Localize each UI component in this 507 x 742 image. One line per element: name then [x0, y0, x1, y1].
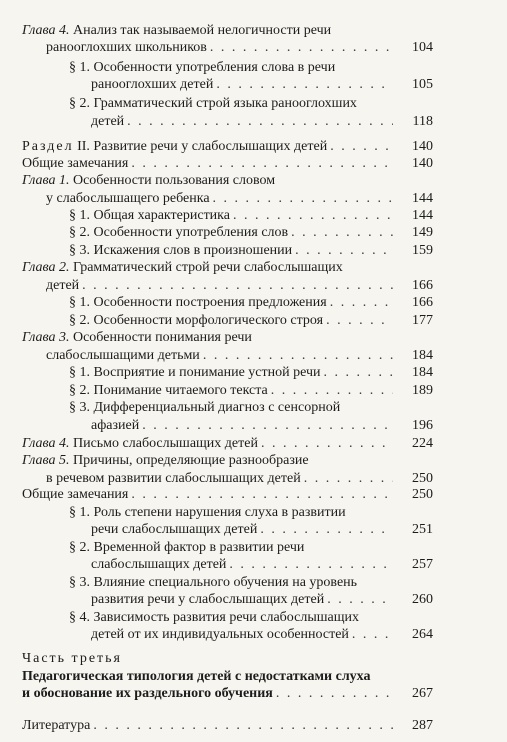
- toc-entry: [0, 171, 507, 191]
- toc-entry: [0, 590, 507, 610]
- toc-entry-text: детей: [46, 278, 80, 293]
- toc-entry: [0, 451, 507, 471]
- toc-entry-title: [69, 398, 340, 418]
- toc-entry: [0, 398, 507, 418]
- dot-leader: [93, 716, 393, 736]
- dot-leader: [352, 625, 393, 645]
- toc-entry: [0, 112, 507, 132]
- toc-entry-text: в речевом развитии слабослышащих детей: [46, 471, 301, 486]
- toc-entry: [0, 94, 507, 114]
- toc-entry-text: Грамматический строй речи слабослышащих: [69, 260, 343, 275]
- toc-entry-title: [22, 171, 275, 191]
- toc-entry-text: слабослышащими детьми: [46, 348, 200, 363]
- toc-page-number: 144: [412, 191, 433, 206]
- toc-entry-text: Литература: [22, 718, 91, 733]
- toc-entry-text: Глава 1.: [22, 173, 70, 188]
- toc-entry: [0, 38, 507, 58]
- toc-entry-text: Педагогическая типология детей с недостатками слуха: [22, 669, 371, 684]
- toc-entry-text: ранооглохших школьников: [46, 40, 207, 55]
- toc-entry-title: [22, 716, 393, 736]
- toc-page-number: 264: [412, 627, 433, 642]
- toc-entry: [0, 223, 507, 243]
- toc-entry-text: § 2. Грамматический строй языка ранооглохших: [69, 96, 357, 111]
- toc-entry-text: Общие замечания: [22, 487, 129, 502]
- toc-page-number: 250: [412, 487, 433, 502]
- toc-entry: [0, 363, 507, 383]
- toc-entry: [0, 649, 507, 669]
- toc-page-number: 257: [412, 557, 433, 572]
- toc-page-number: 140: [412, 139, 433, 154]
- toc-entry-text: Глава 4.: [22, 23, 70, 38]
- toc-entry-title: [69, 223, 393, 243]
- toc-entry-text: § 2. Особенности морфологического строя: [69, 313, 324, 328]
- toc-entry-text: § 3. Искажения слов в произношении: [69, 243, 293, 258]
- toc-page-number: 251: [412, 522, 433, 537]
- toc-entry-title: [69, 363, 393, 383]
- toc-entry-text: детей от их индивидуальных особенностей: [91, 627, 349, 642]
- toc-entry-title: [22, 328, 252, 348]
- toc-entry-title: [69, 293, 393, 313]
- toc-page-number: 118: [412, 114, 433, 129]
- toc-entry: [0, 555, 507, 575]
- toc-entry-title: [69, 94, 357, 114]
- toc-entry-text: слабослышащих детей: [91, 557, 227, 572]
- toc-page-number: 166: [412, 295, 433, 310]
- toc-entry-text: § 3. Дифференциальный диагноз с сенсорной: [69, 400, 341, 415]
- toc-page-number: 196: [412, 418, 433, 433]
- toc-page-number: 149: [412, 225, 433, 240]
- toc-entry-text: ранооглохших детей: [91, 77, 214, 92]
- toc-entry-title: [91, 75, 393, 95]
- toc-entry-text: § 2. Временной фактор в развитии речи: [69, 540, 305, 555]
- toc-entry-text: § 2. Особенности употребления слов: [69, 225, 289, 240]
- toc-entry-title: [22, 649, 122, 669]
- toc-page-number: 184: [412, 365, 433, 380]
- toc-entry-text: § 1. Общая характеристика: [69, 208, 230, 223]
- toc-entry-title: [91, 555, 393, 575]
- dot-leader: [127, 112, 393, 132]
- toc-entry-text: § 4. Зависимость развития речи слабослышащих: [69, 610, 360, 625]
- toc-entry: [0, 625, 507, 645]
- toc-page-number: 189: [412, 383, 433, 398]
- toc-entry-title: [46, 38, 393, 58]
- toc-entry-text: § 1. Особенности построения предложения: [69, 295, 327, 310]
- toc-page-number: 260: [412, 592, 433, 607]
- dot-leader: [276, 684, 393, 704]
- toc-page-number: 105: [412, 77, 433, 92]
- toc-entry-text: § 1. Восприятие и понимание устной речи: [69, 365, 321, 380]
- toc-page-number: 159: [412, 243, 433, 258]
- toc-page-number: 144: [412, 208, 433, 223]
- toc-page-number: 224: [412, 436, 433, 451]
- toc-page-number: 104: [412, 40, 433, 55]
- toc-entry-text: Анализ так называемой нелогичности речи: [69, 23, 332, 38]
- toc-entry-title: [91, 590, 393, 610]
- toc-entry-title: [91, 112, 393, 132]
- toc-entry-text: Глава 5.: [22, 453, 70, 468]
- toc-entry-text: развития речи у слабослышащих детей: [91, 592, 325, 607]
- toc-entry-text: у слабослышащего ребенка: [46, 191, 210, 206]
- toc-entry: [0, 520, 507, 540]
- dot-leader: [324, 363, 393, 383]
- toc-entry-text: § 2. Понимание читаемого текста: [69, 383, 268, 398]
- toc-page-number: 250: [412, 471, 433, 486]
- dot-leader: [210, 38, 393, 58]
- toc-entry: [0, 416, 507, 436]
- toc-entry-title: [91, 625, 393, 645]
- dot-leader: [229, 555, 393, 575]
- toc-entry-text: § 3. Влияние специального обучения на уровень: [69, 575, 358, 590]
- toc-entry-title: [91, 416, 393, 436]
- dot-leader: [291, 223, 393, 243]
- toc-entry-text: афазией: [91, 418, 140, 433]
- toc-page-number: 267: [412, 686, 433, 701]
- toc-entry-text: II. Развитие речи у слабослышащих детей: [73, 139, 328, 154]
- toc-entry-title: [22, 485, 393, 505]
- dot-leader: [330, 293, 393, 313]
- toc-entry: [0, 293, 507, 313]
- toc-entry-text: детей: [91, 114, 125, 129]
- toc-entry-text: и обоснование их раздельного обучения: [22, 686, 273, 701]
- toc-entry: [0, 328, 507, 348]
- toc-entry-title: [22, 258, 343, 278]
- toc-entry-text: Особенности понимания речи: [69, 330, 252, 345]
- dot-leader: [142, 416, 393, 436]
- toc-page-number: 184: [412, 348, 433, 363]
- toc-entry-title: [22, 451, 309, 471]
- toc-entry-text: Глава 4.: [22, 436, 70, 451]
- toc-page-number: 166: [412, 278, 433, 293]
- toc-entry: [0, 684, 507, 704]
- dot-leader: [327, 590, 393, 610]
- toc-entry-text: Письмо слабослышащих детей: [69, 436, 258, 451]
- toc-entry: [0, 75, 507, 95]
- dot-leader: [131, 485, 393, 505]
- dot-leader: [260, 520, 393, 540]
- toc-entry-title: [91, 520, 393, 540]
- toc-entry-text: Глава 3.: [22, 330, 70, 345]
- toc-page-number: 287: [412, 718, 433, 733]
- toc-entry-text: Общие замечания: [22, 156, 129, 171]
- toc-entry-title: [22, 684, 393, 704]
- toc-page-number: 140: [412, 156, 433, 171]
- toc-entry: [0, 258, 507, 278]
- toc-entry-text: Глава 2.: [22, 260, 70, 275]
- toc-page-number: 177: [412, 313, 433, 328]
- toc-entry: [0, 485, 507, 505]
- toc-entry-text: Часть третья: [22, 651, 122, 666]
- toc-entry-text: § 1. Особенности употребления слова в речи: [69, 60, 336, 75]
- toc-entry-text: Особенности пользования словом: [69, 173, 276, 188]
- toc-entry-text: Причины, определяющие разнообразие: [69, 453, 309, 468]
- toc-entry-text: § 1. Роль степени нарушения слуха в развитии: [69, 505, 346, 520]
- toc-entry-text: речи слабослышащих детей: [91, 522, 258, 537]
- toc-entry: [0, 716, 507, 736]
- toc-entry-text: Раздел: [22, 139, 74, 154]
- dot-leader: [216, 75, 393, 95]
